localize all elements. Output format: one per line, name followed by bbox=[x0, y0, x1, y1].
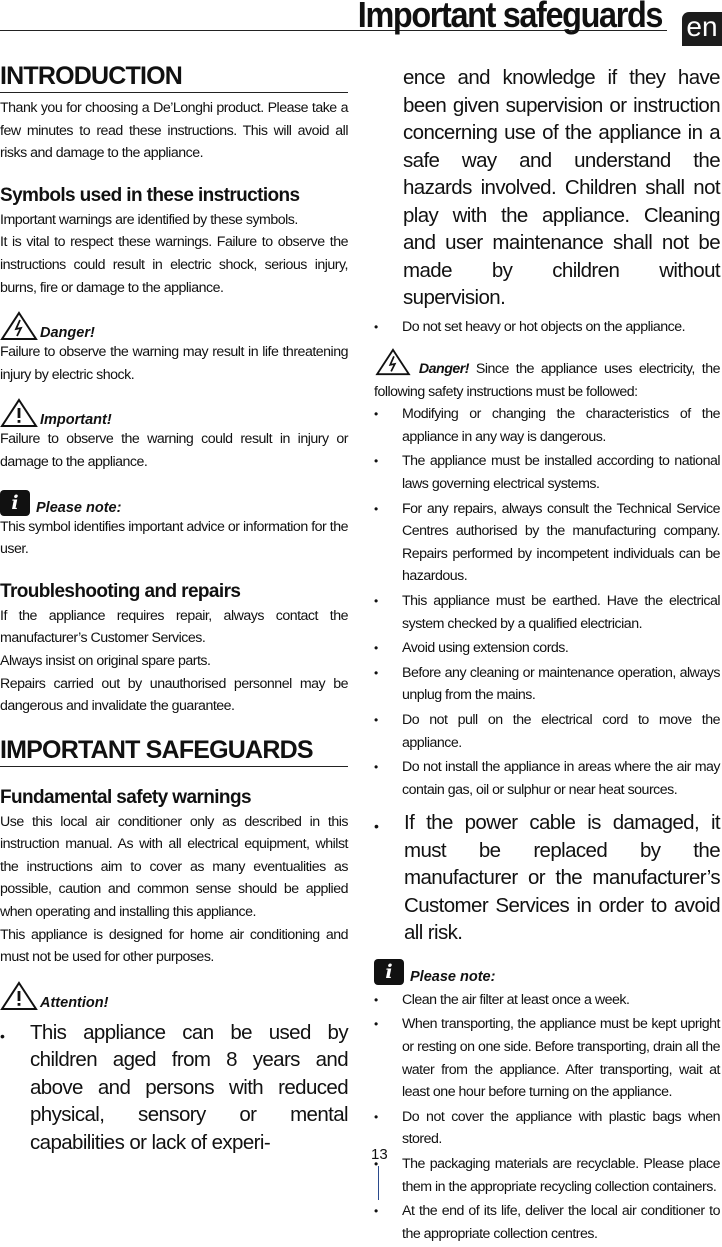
note2-label: Please note: bbox=[410, 968, 496, 985]
danger-label: Danger! bbox=[40, 325, 95, 342]
warning-icon bbox=[0, 398, 38, 428]
intro-text: Thank you for choosing a De’Longhi product. Please take a few minutes to read these instructions. This will avoid all risks and damage to the appliance. bbox=[0, 100, 348, 162]
list-item: • This appliance must be earthed. Have the electrical system checked by a qualified electrician. bbox=[374, 590, 720, 635]
list-item: • The appliance must be installed according to national laws governing electrical systems. bbox=[374, 450, 720, 495]
safeguards-p2: This appliance is designed for home air conditioning and must not be used for other purposes. bbox=[0, 926, 348, 966]
danger-intro bbox=[374, 348, 720, 403]
electric-danger-icon bbox=[374, 348, 412, 376]
list-item: • The packaging materials are recyclable. Please place them in the appropriate recycling collection containers. bbox=[374, 1153, 720, 1198]
danger2-label: Danger! bbox=[418, 361, 469, 378]
left-column bbox=[0, 62, 348, 1158]
list-item: • Do not set heavy or hot objects on the appliance. bbox=[374, 316, 720, 339]
safeguards-p1: Use this local air conditioner only as described in this instruction manual. As with all electrical equipment, whilst the instructions aim to cover as many eventualities as possible, caution and common sense should be applied when operating and installing this appliance. bbox=[0, 813, 348, 921]
warning-icon bbox=[0, 981, 38, 1011]
list-item: • At the end of its life, deliver the local air conditioner to the appropriate collection centres. bbox=[374, 1200, 720, 1245]
list-item: • Modifying or changing the characteristics of the appliance in any way is dangerous. bbox=[374, 403, 720, 448]
list-item: • Clean the air filter at least once a week. bbox=[374, 989, 720, 1012]
symbols-p1: Important warnings are identified by these symbols. bbox=[0, 211, 298, 228]
list-item: • Avoid using extension cords. bbox=[374, 637, 720, 660]
danger-text: Failure to observe the warning may result in life threatening injury by electric shock. bbox=[0, 344, 348, 383]
list-item: • For any repairs, always consult the Technical Service Centres authorised by the manufacturing company. Repairs performed by incompetent individuals can be hazardous. bbox=[374, 498, 720, 588]
attention-label: Attention! bbox=[40, 994, 109, 1011]
page-title: Important safeguards bbox=[357, 0, 662, 35]
note-text: This symbol identifies important advice or information for the user. bbox=[0, 518, 348, 558]
important-symbol-row bbox=[0, 398, 348, 428]
danger2-text: Since the appliance uses electricity, the following safety instructions must be followed: bbox=[374, 361, 720, 400]
important-text: Failure to observe the warning could result in injury or damage to the appliance. bbox=[0, 431, 348, 470]
children-continued: ence and knowledge if they have been given supervision or instruction concerning use of the appliance in a safe way and understand the hazards involved. Children shall not play with the appliance. Cleaning and user maintenance shall not be made by children without supervision. bbox=[403, 66, 720, 309]
important-label: Important! bbox=[40, 412, 112, 429]
list-item: • Do not cover the appliance with plastic bags when stored. bbox=[374, 1106, 720, 1151]
right-column bbox=[374, 64, 720, 1247]
list-item: • Do not install the appliance in areas where the air may contain gas, oil or sulphur or near heat sources. bbox=[374, 756, 720, 801]
symbols-p2: It is vital to respect these warnings. Failure to observe the instructions could result in electric shock, serious injury, burns, fire or damage to the appliance. bbox=[0, 234, 348, 296]
trouble-p2: Always insist on original spare parts. bbox=[0, 652, 211, 669]
info-icon: i bbox=[374, 959, 404, 985]
danger-list bbox=[374, 403, 720, 947]
heavy-objects-list bbox=[374, 316, 720, 339]
intro-heading: INTRODUCTION bbox=[0, 62, 348, 93]
page-number: 13 bbox=[371, 1146, 388, 1163]
list-item: • Do not pull on the electrical cord to move the appliance. bbox=[374, 709, 720, 754]
list-item: • This appliance can be used by children aged from 8 years and above and persons with reduced physical, sensory or mental capabilities or lack of experi- bbox=[0, 1019, 348, 1157]
attention-symbol-row bbox=[0, 981, 348, 1011]
list-item: • Before any cleaning or maintenance operation, always unplug from the mains. bbox=[374, 662, 720, 707]
troubleshooting-heading: Troubleshooting and repairs bbox=[0, 580, 241, 602]
danger-symbol-row bbox=[0, 311, 348, 341]
note-symbol-row bbox=[0, 486, 348, 516]
note-label: Please note: bbox=[36, 499, 122, 516]
fundamental-heading: Fundamental safety warnings bbox=[0, 786, 251, 808]
note-list bbox=[374, 989, 720, 1246]
list-item: • When transporting, the appliance must be kept upright or resting on one side. Before transporting, drain all the water from the appliance. After transporting, wait at least one hour before turning on the appliance. bbox=[374, 1013, 720, 1103]
trouble-p1: If the appliance requires repair, always contact the manufacturer’s Customer Services. bbox=[0, 607, 348, 647]
note2-symbol-row bbox=[374, 955, 720, 985]
attention-list bbox=[0, 1019, 348, 1157]
page-marker-line bbox=[378, 1166, 379, 1200]
symbols-heading: Symbols used in these instructions bbox=[0, 184, 300, 206]
list-item: • If the power cable is damaged, it must be replaced by the manufacturer or the manufacturer’s Customer Services in order to avoid all risk. bbox=[374, 809, 720, 947]
safeguards-heading: IMPORTANT SAFEGUARDS bbox=[0, 736, 348, 767]
electric-danger-icon bbox=[0, 311, 38, 341]
language-tab: en bbox=[682, 12, 722, 46]
trouble-p3: Repairs carried out by unauthorised personnel may be dangerous and invalidate the guarantee. bbox=[0, 675, 348, 715]
info-icon: i bbox=[0, 490, 30, 516]
